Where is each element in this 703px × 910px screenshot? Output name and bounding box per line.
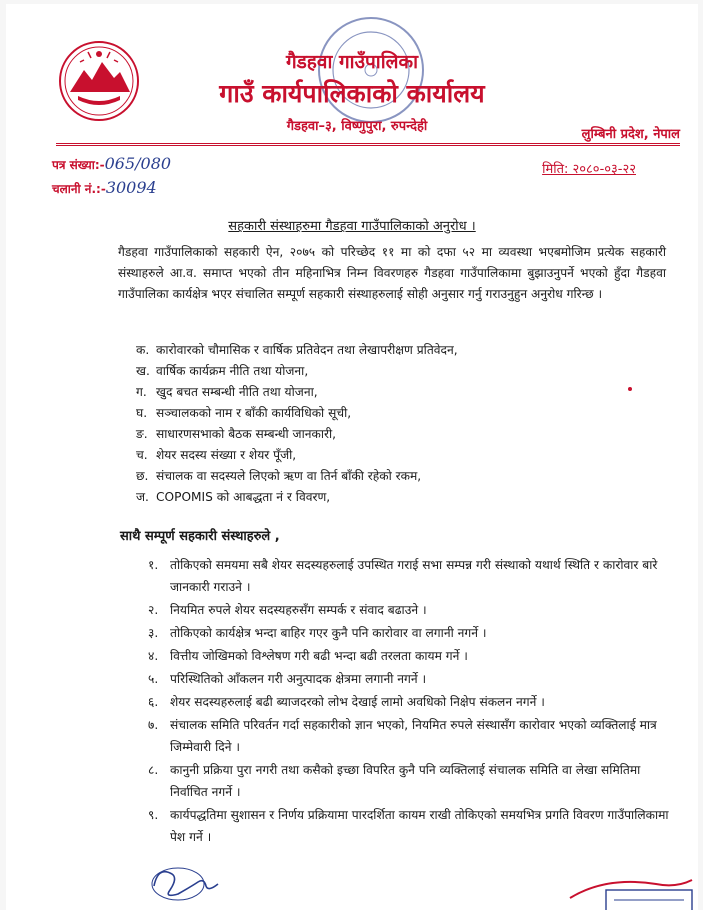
instruction-number: ६. [148, 695, 159, 709]
list-item-text: शेयर सदस्य संख्या र शेयर पूँजी, [156, 448, 297, 462]
instruction-item [148, 759, 678, 803]
signature-icon [148, 856, 228, 906]
list-item [136, 340, 458, 361]
instruction-number: ७. [148, 718, 159, 732]
office-name: गाउँ कार्यपालिकाको कार्यालय [219, 79, 485, 108]
list-item [136, 466, 458, 487]
letter-number [52, 154, 171, 173]
list-item-text: सञ्चालकको नाम र बाँकी कार्यविधिको सूची, [156, 406, 352, 420]
letter-number-value: 065/080 [104, 154, 172, 173]
dispatch-number-value: 30094 [105, 178, 157, 197]
header-rule-secondary [56, 145, 680, 146]
list-item [136, 445, 458, 466]
list-item-mark: च. [136, 448, 148, 462]
instruction-item [148, 714, 678, 758]
body-paragraph: गैडहवा गाउँपालिकाको सहकारी ऐन, २०७५ को परिच्छेद ११ मा को दफा ५२ मा व्यवस्था भएबमोजिम प्रत्येक सहकारी संस्थाहरुले आ.व. समाप्त भएको तीन महिनाभित्र निम्न विवरणहरु गैडहवा गाउँपालिकामा बुझाउनुपर्ने भएको हुँदा गैडहवा गाउँपालिका कार्यक्षेत्र भएर संचालित सम्पूर्ण सहकारी संस्थाहरुलाई सोही अनुसार गर्नु गराउनुहुन अनुरोध गरिन्छ । [118, 245, 666, 301]
required-documents-list [136, 340, 458, 508]
instruction-item [148, 668, 678, 690]
list-item-mark: ज. [136, 490, 149, 504]
list-item-mark: ङ. [136, 427, 148, 441]
instruction-item [148, 804, 678, 848]
instruction-text: तोकिएको समयमा सबै शेयर सदस्यहरुलाई उपस्थित गराई सभा सम्पन्न गरी संस्थाको यथार्थ स्थिति र कारोवार बारे जानकारी गराउने । [170, 558, 658, 594]
instruction-item [148, 554, 678, 598]
instruction-text: शेयर सदस्यहरुलाई बढी ब्याजदरको लोभ देखाई लामो अवधिको निक्षेप संकलन नगर्ने । [170, 695, 545, 709]
instruction-number: ८. [148, 763, 159, 777]
list-item-mark: ख. [136, 364, 150, 378]
list-item-mark: छ. [136, 469, 149, 483]
list-item-text: कारोवारको चौमासिक र वार्षिक प्रतिवेदन तथा लेखापरीक्षण प्रतिवेदन, [156, 343, 458, 357]
subject-line: सहकारी संस्थाहरुमा गैडहवा गाउँपालिकाको अनुरोध । [228, 219, 476, 234]
instruction-number: ३. [148, 626, 159, 640]
letter-number-label: पत्र संख्या:- [52, 158, 105, 172]
list-item [136, 487, 458, 508]
letter-page [6, 4, 698, 910]
instruction-number: ४. [148, 649, 159, 663]
dispatch-number [52, 178, 157, 197]
list-item-text: वार्षिक कार्यक्रम नीति तथा योजना, [156, 364, 309, 378]
list-item-mark: ग. [136, 385, 147, 399]
list-item [136, 424, 458, 445]
instruction-item [148, 691, 678, 713]
instruction-text: परिस्थितिको आँकलन गरी अनुत्पादक क्षेत्रमा लगानी नगर्ने । [170, 672, 427, 686]
office-address: गैडहवा–३, विष्णुपुरा, रुपन्देही [286, 119, 428, 134]
list-item-mark: घ. [136, 406, 148, 420]
instruction-item [148, 645, 678, 667]
instruction-item [148, 622, 678, 644]
province-name: लुम्बिनी प्रदेश, नेपाल [581, 127, 680, 142]
instruction-number: ५. [148, 672, 159, 686]
dispatch-number-label: चलानी नं.:- [52, 182, 106, 196]
instruction-number: २. [148, 603, 159, 617]
list-item-text: साधारणसभाको बैठक सम्बन्धी जानकारी, [156, 427, 337, 441]
letter-date: मिति: २०८०-०३-२२ [542, 162, 636, 177]
list-item [136, 382, 458, 403]
list-item [136, 361, 458, 382]
header-rule [56, 143, 680, 144]
instruction-text: कार्यपद्धतिमा सुशासन र निर्णय प्रक्रियामा पारदर्शिता कायम राखी तोकिएको समयभित्र प्रगति विवरण गाउँपालिकामा पेश गर्ने । [170, 808, 669, 844]
instruction-number: ९. [148, 808, 159, 822]
list-item-text: खुद बचत सम्बन्धी नीति तथा योजना, [156, 385, 318, 399]
instruction-number: १. [148, 558, 159, 572]
officer-stamp-icon [566, 864, 696, 910]
instructions-list [148, 554, 678, 849]
list-item-mark: क. [136, 343, 150, 357]
list-item-text: संचालक वा सदस्यले लिएको ऋण वा तिर्न बाँकी रहेको रकम, [156, 469, 422, 483]
section-heading: साथै सम्पूर्ण सहकारी संस्थाहरुले , [120, 529, 280, 544]
instruction-text: संचालक समिति परिवर्तन गर्दा सहकारीको ज्ञान भएको, नियमित रुपले संस्थासँग कारोवार भएको व्यक्तिलाई मात्र जिम्मेवारी दिने । [170, 718, 657, 754]
instruction-text: कानुनी प्रक्रिया पुरा नगरी तथा कसैको इच्छा विपरित कुनै पनि व्यक्तिलाई संचालक समिति वा लेखा समितिमा निर्वाचित नगर्ने । [170, 763, 641, 799]
instruction-text: तोकिएको कार्यक्षेत्र भन्दा बाहिर गएर कुनै पनि कारोवार वा लगानी नगर्ने । [170, 626, 487, 640]
list-item [136, 403, 458, 424]
list-item-text: COPOMIS को आबद्धता नं र विवरण, [156, 490, 331, 504]
instruction-item [148, 599, 678, 621]
instruction-text: वित्तीय जोखिमको विश्लेषण गरी बढी भन्दा बढी तरलता कायम गर्ने । [170, 649, 468, 663]
instruction-text: नियमित रुपले शेयर सदस्यहरुसँग सम्पर्क र संवाद बढाउने । [170, 603, 427, 617]
municipality-name: गैडहवा गाउँपालिका [285, 51, 419, 73]
ink-mark [628, 387, 632, 391]
